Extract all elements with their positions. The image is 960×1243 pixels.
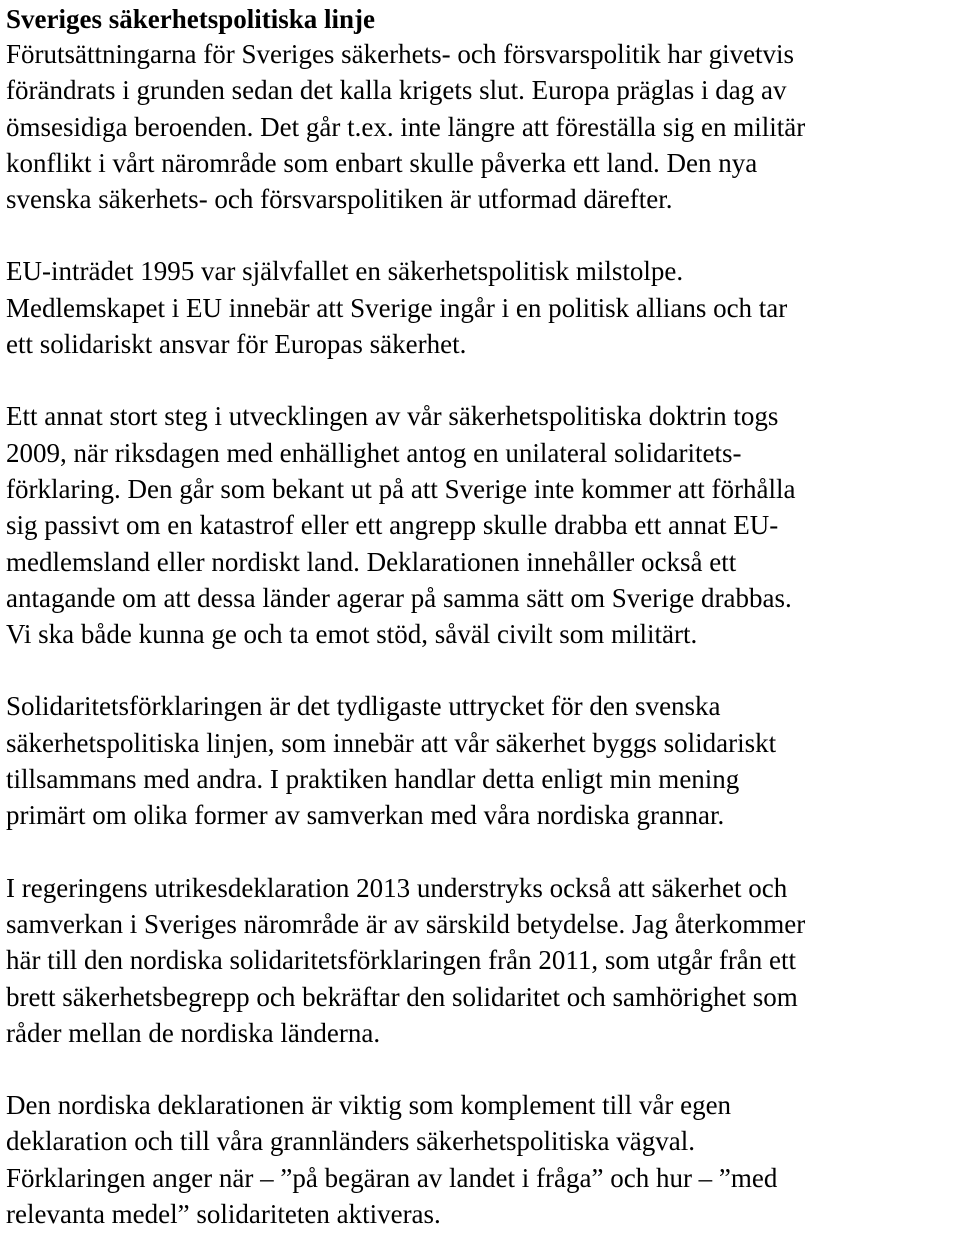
text-line: Medlemskapet i EU innebär att Sverige ingår i en politisk allians och tar: [6, 292, 788, 323]
text-line: Ett annat stort steg i utvecklingen av vår säkerhetspolitiska doktrin togs: [6, 401, 779, 432]
text-line: ömsesidiga beroenden. Det går t.ex. inte längre att föreställa sig en militär: [6, 111, 806, 142]
text-line: konflikt i vårt närområde som enbart skulle påverka ett land. Den nya: [6, 147, 758, 178]
text-line: relevanta medel” solidariteten aktiveras.: [6, 1199, 441, 1230]
paragraph-gap: [6, 1051, 956, 1087]
paragraph-1: [6, 36, 956, 217]
text-line: förklaring. Den går som bekant ut på att Sverige inte kommer att förhålla: [6, 473, 796, 504]
text-line: ett solidariskt ansvar för Europas säkerhet.: [6, 329, 467, 360]
document-title: Sveriges säkerhetspolitiska linje: [6, 4, 375, 34]
text-line: medlemsland eller nordiskt land. Deklarationen innehåller också ett: [6, 546, 737, 577]
text-line: samverkan i Sveriges närområde är av särskild betydelse. Jag återkommer: [6, 908, 806, 939]
text-line: här till den nordiska solidaritetsförklaringen från 2011, som utgår från ett: [6, 945, 797, 976]
paragraph-3: [6, 398, 956, 652]
text-line: Solidaritetsförklaringen är det tydligaste uttrycket för den svenska: [6, 691, 721, 722]
paragraph-gap: [6, 362, 956, 398]
paragraph-2: [6, 253, 956, 362]
text-line: svenska säkerhets- och försvarspolitiken är utformad därefter.: [6, 184, 673, 215]
paragraph-gap: [6, 834, 956, 870]
paragraph-5: [6, 870, 956, 1051]
paragraph-gap: [6, 217, 956, 253]
text-line: Vi ska både kunna ge och ta emot stöd, såväl civilt som militärt.: [6, 619, 698, 650]
text-line: I regeringens utrikesdeklaration 2013 understryks också att säkerhet och: [6, 872, 788, 903]
text-line: Förutsättningarna för Sveriges säkerhets- och försvarspolitik har givetvis: [6, 39, 795, 69]
text-line: tillsammans med andra. I praktiken handlar detta enligt min mening: [6, 764, 740, 795]
text-line: förändrats i grunden sedan det kalla krigets slut. Europa präglas i dag av: [6, 75, 787, 106]
text-line: Förklaringen anger när – ”på begäran av landet i fråga” och hur – ”med: [6, 1162, 778, 1193]
text-line: EU-inträdet 1995 var självfallet en säkerhetspolitisk milstolpe.: [6, 256, 684, 287]
text-line: deklaration och till våra grannländers säkerhetspolitiska vägval.: [6, 1126, 696, 1157]
text-line: antagande om att dessa länder agerar på samma sätt om Sverige drabbas.: [6, 582, 792, 613]
text-line: säkerhetspolitiska linjen, som innebär att vår säkerhet byggs solidariskt: [6, 727, 777, 758]
text-line: primärt om olika former av samverkan med våra nordiska grannar.: [6, 800, 725, 831]
document-page: [6, 0, 956, 1232]
text-line: 2009, när riksdagen med enhällighet antog en unilateral solidaritets-: [6, 437, 742, 468]
paragraph-gap: [6, 652, 956, 688]
text-line: brett säkerhetsbegrepp och bekräftar den solidaritet och samhörighet som: [6, 981, 798, 1012]
paragraph-4: [6, 688, 956, 833]
text-line: råder mellan de nordiska länderna.: [6, 1017, 381, 1048]
text-line: Den nordiska deklarationen är viktig som komplement till vår egen: [6, 1090, 732, 1121]
text-line: sig passivt om en katastrof eller ett angrepp skulle drabba ett annat EU-: [6, 510, 779, 541]
paragraph-6: [6, 1087, 956, 1232]
